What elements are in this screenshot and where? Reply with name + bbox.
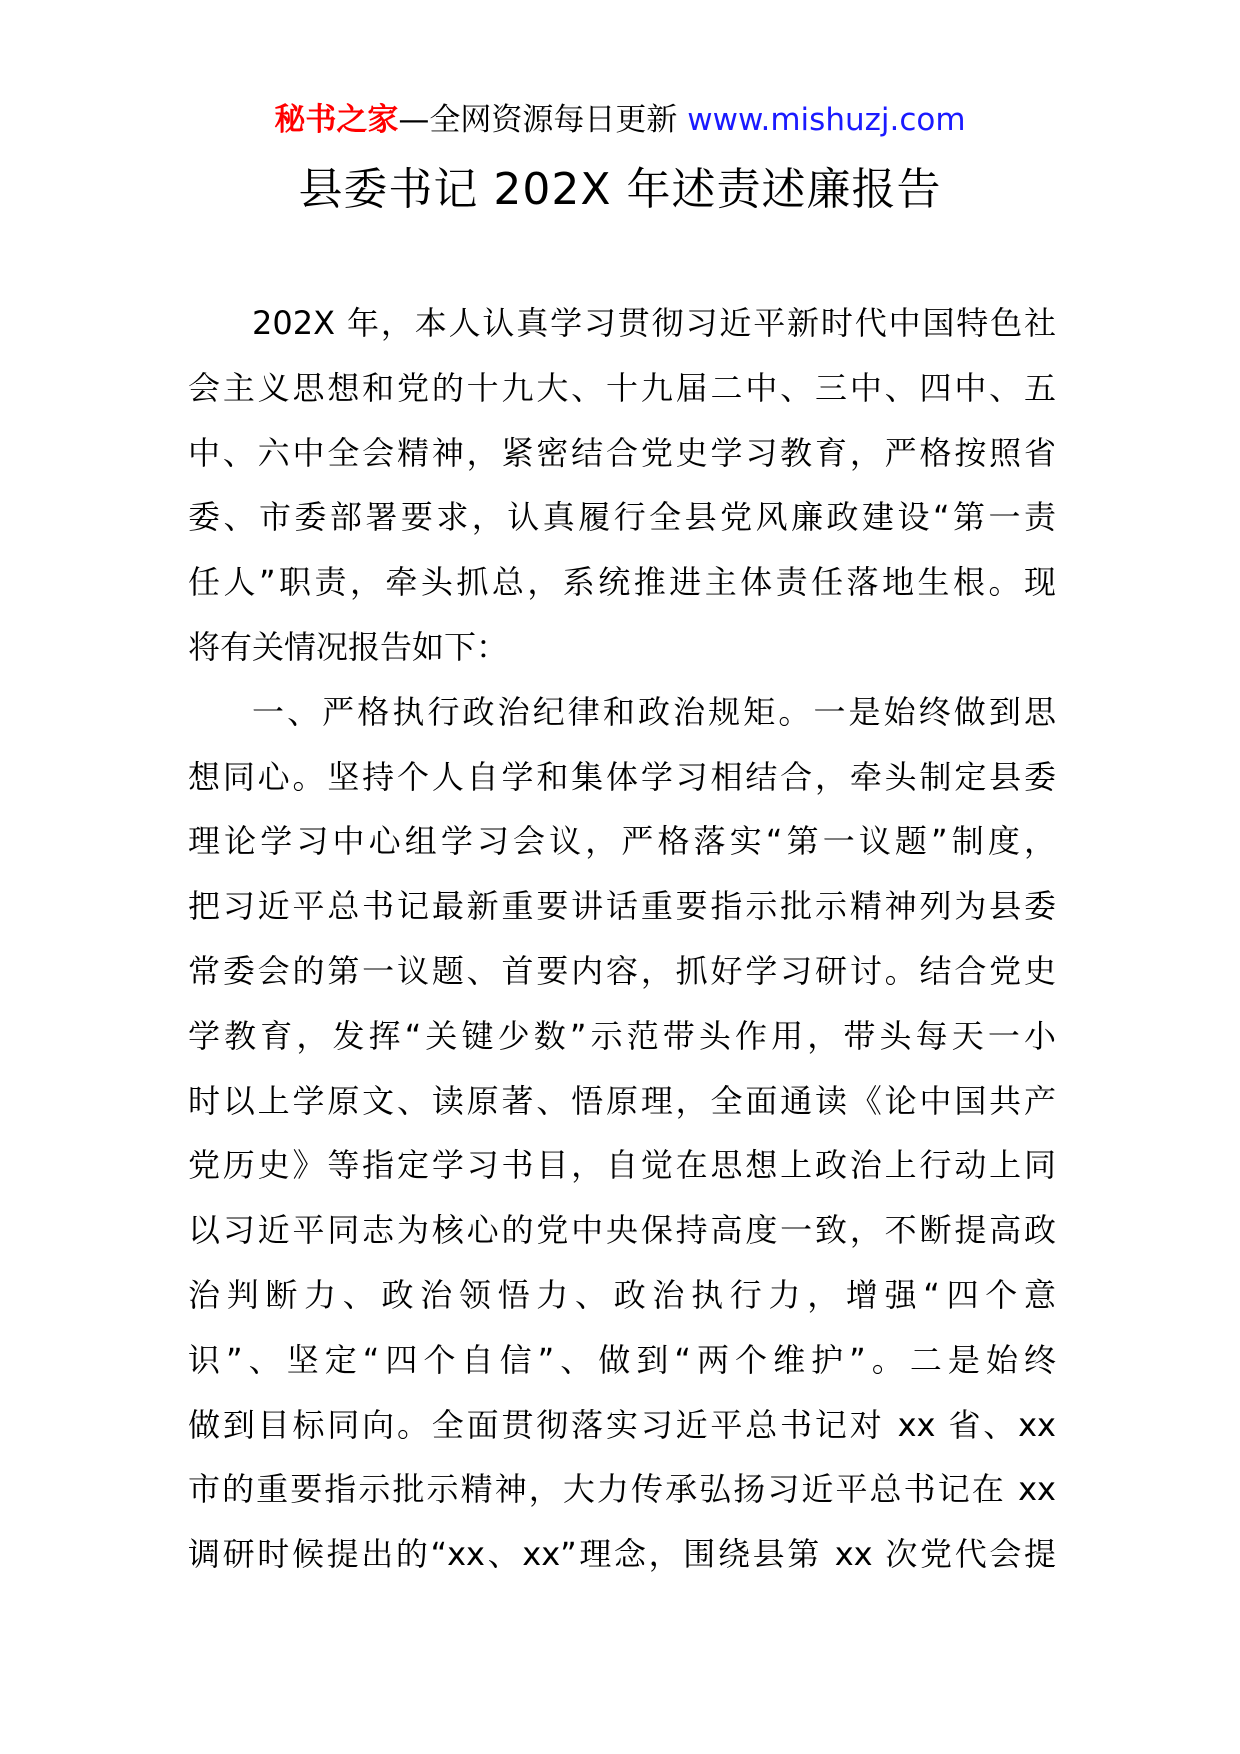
body-line: 常委会的第一议题、首要内容，抓好学习研讨。结合党史 bbox=[188, 951, 1056, 990]
body-line: 一、严格执行政治纪律和政治规矩。一是始终做到思 bbox=[252, 692, 1056, 731]
body-line: 想同心。坚持个人自学和集体学习相结合，牵头制定县委 bbox=[188, 757, 1056, 796]
body-line: 理论学习中心组学习会议，严格落实“第一议题”制度， bbox=[188, 822, 1056, 861]
body-line: 调研时候提出的“xx、xx”理念，围绕县第 xx 次党代会提 bbox=[188, 1535, 1056, 1574]
body-line: 以习近平同志为核心的党中央保持高度一致，不断提高政 bbox=[188, 1211, 1056, 1250]
brand-name: 秘书之家 bbox=[274, 102, 399, 138]
body-line: 任人”职责，牵头抓总，系统推进主体责任落地生根。现 bbox=[188, 563, 1056, 602]
body-line: 识”、坚定“四个自信”、做到“两个维护”。二是始终 bbox=[188, 1340, 1056, 1379]
body-line: 把习近平总书记最新重要讲话重要指示批示精神列为县委 bbox=[188, 887, 1056, 926]
body-line: 时以上学原文、读原著、悟原理，全面通读《论中国共产 bbox=[188, 1081, 1056, 1120]
site-url-link[interactable]: www.mishuzj.com bbox=[687, 102, 966, 138]
body-line: 将有关情况报告如下： bbox=[188, 627, 509, 666]
body-line: 学教育，发挥“关键少数”示范带头作用，带头每天一小 bbox=[188, 1016, 1056, 1055]
body-line: 党历史》等指定学习书目，自觉在思想上政治上行动上同 bbox=[188, 1146, 1056, 1185]
body-line: 市的重要指示批示精神，大力传承弘扬习近平总书记在 xx bbox=[188, 1470, 1056, 1509]
site-header bbox=[0, 100, 1240, 140]
body-line: 委、市委部署要求，认真履行全县党风廉政建设“第一责 bbox=[188, 498, 1056, 537]
body-line: 做到目标同向。全面贯彻落实习近平总书记对 xx 省、xx bbox=[188, 1405, 1056, 1444]
document-body bbox=[188, 291, 1056, 1587]
body-line: 中、六中全会精神，紧密结合党史学习教育，严格按照省 bbox=[188, 433, 1056, 472]
header-tagline: —全网资源每日更新 bbox=[398, 102, 678, 138]
body-line: 202X 年，本人认真学习贯彻习近平新时代中国特色社 bbox=[252, 304, 1056, 342]
body-line: 治判断力、政治领悟力、政治执行力，增强“四个意 bbox=[188, 1275, 1056, 1314]
document-title: 县委书记 202X 年述责述廉报告 bbox=[298, 164, 942, 215]
body-line: 会主义思想和党的十九大、十九届二中、三中、四中、五 bbox=[188, 368, 1056, 407]
